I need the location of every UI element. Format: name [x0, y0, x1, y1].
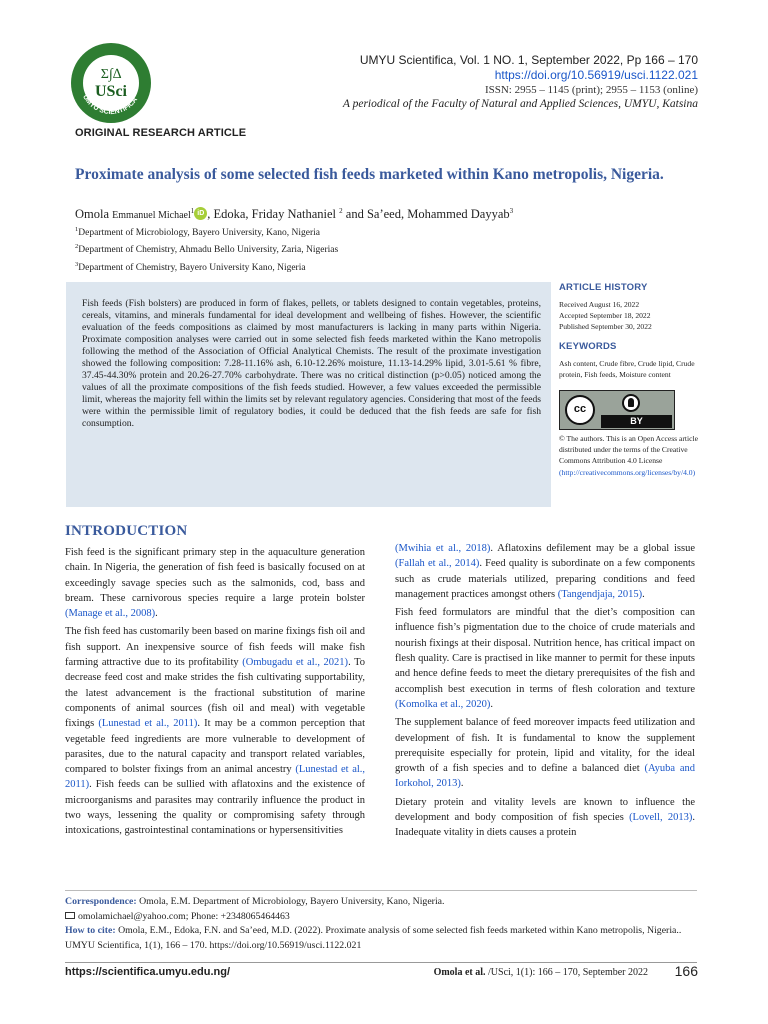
- author-2: , Edoka, Friday Nathaniel: [207, 207, 337, 222]
- how-to-cite-text: Omola, E.M., Edoka, F.N. and Sa’eed, M.D. (2022). Proximate analysis of some selected fish feeds marketed within Kano metropolis, Nigeria.. UMYU Scientifica, 1(1), 166 – 170. https://doi.org/10.56919/usci.1122.021: [65, 925, 682, 951]
- author-2-sup: 2: [339, 207, 343, 215]
- citation-link[interactable]: (Ombugadu et al., 2021): [242, 657, 349, 669]
- affiliation-3-text: Department of Chemistry, Bayero University Kano, Nigeria: [78, 262, 306, 273]
- license-text: [559, 433, 699, 478]
- author-1-surname: Omola: [75, 207, 110, 222]
- keywords-heading: KEYWORDS: [559, 340, 617, 352]
- right-column: [395, 541, 695, 844]
- paragraph-text: Fish feed formulators are mindful that the diet’s composition can influence fish’s pigmentation due to the choice of crude materials and nourish fixings at their disposal. Nutrition hence, has critical impact on flesh quality. Care is practised in like manner to permit for these inputs and hence define feeds to meet the dietary prerequisites of the fish and accomplish best execution in terms of flesh coloration and texture: [395, 607, 695, 695]
- journal-header: [258, 52, 698, 111]
- journal-url[interactable]: https://scientifica.umyu.edu.ng/: [65, 966, 231, 978]
- correspondence-text: Omola, E.M. Department of Microbiology, Bayero University, Kano, Nigeria.: [139, 896, 445, 907]
- citation-link[interactable]: (Mwihia et al., 2018): [395, 543, 491, 554]
- license-statement: © The authors. This is an Open Access article distributed under the terms of the Creative Commons Attribution 4.0 License: [559, 434, 698, 466]
- citation-link[interactable]: (Fallah et al., 2014): [395, 558, 480, 570]
- by-label: BY: [601, 415, 672, 428]
- citation-link[interactable]: (Lovell, 2013): [629, 812, 693, 824]
- how-to-cite-line: [65, 924, 705, 953]
- affiliation-2-text: Department of Chemistry, Ahmadu Bello University, Zaria, Nigerias: [78, 245, 339, 256]
- published-date: Published September 30, 2022: [559, 322, 652, 332]
- how-to-cite-label: How to cite:: [65, 925, 116, 936]
- author-1-sup: 1: [190, 207, 195, 215]
- contact-line: [65, 910, 705, 925]
- intro-paragraph-6: [395, 795, 695, 841]
- journal-volume-line: UMYU Scientifica, Vol. 1 NO. 1, September 2022, Pp 166 – 170: [359, 53, 698, 67]
- paragraph-text: . Inadequate vitality in diets causes a protein: [395, 812, 695, 839]
- article-title: Proximate analysis of some selected fish feeds marketed within Kano metropolis, Nigeria.: [75, 166, 664, 183]
- paragraph-text: .: [642, 588, 645, 600]
- page-number: 166: [674, 963, 698, 979]
- citation-link[interactable]: (Lunestad et al., 2011): [65, 764, 366, 791]
- correspondence-line: [65, 895, 705, 910]
- author-list: [75, 207, 513, 222]
- cc-by-badge[interactable]: [559, 390, 675, 430]
- journal-logo: [70, 42, 152, 124]
- issn-line: ISSN: 2955 – 1145 (print); 2955 – 1153 (online): [484, 84, 698, 96]
- paragraph-text: Dietary protein and vitality levels are known to influence the development and body composition of fish species: [395, 796, 695, 824]
- paragraph-text: .: [460, 778, 464, 790]
- affiliation-1: [75, 223, 338, 240]
- citation-link[interactable]: (Ayuba and Iorkohol, 2013): [395, 763, 696, 790]
- affiliation-1-text: Department of Microbiology, Bayero University, Kano, Nigeria: [78, 228, 320, 239]
- affiliation-3-sup: 3: [75, 260, 79, 268]
- attribution-person-icon: [622, 394, 640, 412]
- keywords-text: Ash content, Crude fibre, Crude lipid, Crude protein, Fish feeds, Moisture content: [559, 358, 695, 379]
- abstract-text: Fish feeds (Fish bolsters) are produced in form of flakes, pellets, or tablets designed to contain vegetables, proteins, cereals, vitamins, and minerals fundamental for ideal development and wellbeing of fishes. However, the scientific evaluation of the feeds compositions as claimed by most manufacturers is lacking in many parts within Nigeria. Proximate composition analyses were carried out in some selected fish feeds marketed within the Kano metropolis following the method of the Association of Official Analytical Chemists. The result of the proximate investigation showed the following composition: 7.28-11.16% ash, 6.10-12.26% moisture, 11.13-14.29% lipid, 3.01-5.61 % fibre, 37.45-44.30% protein and 20.26-27.70% carbohydrate. There was no critical distinction (p>0.05) noticed among the values of all the proximate compositions of the fish feeds studied. However, a few values exceeded the permissible limit, whereas the majority fell within the limits set by relevant regulatory agencies. Considering that most of the feeds were within the permissible limit of regulatory bodies, it could be deduced that the fish feeds are safe for fish consumption.: [82, 298, 541, 429]
- introduction-heading: INTRODUCTION: [65, 523, 188, 539]
- paragraph-text: The supplement balance of feed moreover impacts feed utilization and development of fish. It is fundamental to know the supplement prerequisite especially for protein, lipid and vitality, for the ideal growth of a fish species and to define a balanced diet: [395, 717, 695, 775]
- usci-logo-graphic: [70, 42, 152, 124]
- intro-paragraph-3: [395, 541, 695, 602]
- paragraph-text: . Fish feeds can be sullied with aflatoxins and the existence of microorganisms and parasites may contrarily influence the product in two ways, lessening the quality or compromising safety through intoxications, gastrointestinal contaminations or hypersensitivities: [65, 779, 365, 837]
- citation-link[interactable]: (Manage et al., 2008): [65, 608, 156, 620]
- paragraph-text: . Aflatoxins defilement may be a global issue: [490, 543, 696, 554]
- article-type: ORIGINAL RESEARCH ARTICLE: [75, 127, 247, 139]
- paragraph-text: The fish feed has customarily been based on marine fixings fish oil and fish support. An inexpensive source of fish feeds will make fish farming attractive due to its profitability: [65, 626, 365, 669]
- paragraph-text: Fish feed is the significant primary step in the aquaculture generation chain. In Nigeria, the generation of fish feed is basically focused on at exceedingly savage species such as the salmonids, cod, bass and bream. These carnivorous species require a large protein bolster: [65, 547, 365, 604]
- citation-link[interactable]: (Lunestad et al., 2011): [98, 718, 198, 730]
- logo-symbols: Σ∫∆: [100, 67, 122, 82]
- logo-ring-text: UMYU SCIENTIFICA: [81, 93, 140, 117]
- affiliation-1-sup: 1: [75, 226, 79, 233]
- logo-name: USci: [95, 83, 127, 100]
- correspondence-label: Correspondence:: [65, 896, 137, 907]
- intro-paragraph-4: [395, 605, 695, 712]
- intro-paragraph-2: [65, 624, 365, 838]
- author-3: and Sa’eed, Mohammed Dayyab: [345, 207, 510, 222]
- paragraph-text: . To decrease feed cost and make strides the fish cultivating supportability, the latest advancement is the fractional substitution of marine components of animal sources (fish oil and meal) with vegetable fixings: [65, 657, 366, 730]
- paragraph-text: .: [490, 698, 493, 710]
- license-link[interactable]: (http://creativecommons.org/licenses/by/4.0): [559, 467, 696, 477]
- doi-link[interactable]: https://doi.org/10.56919/usci.1122.021: [494, 68, 698, 82]
- envelope-icon: [65, 912, 75, 919]
- page-footer-divider: [65, 962, 697, 963]
- received-date: Received August 16, 2022: [559, 300, 640, 309]
- affiliation-2-sup: 2: [75, 243, 79, 251]
- affiliation-3: [75, 258, 338, 275]
- contact-text[interactable]: omolamichael@yahoo.com; Phone: +2348065464463: [78, 910, 290, 922]
- left-column: [65, 545, 365, 842]
- cc-icon: cc: [565, 395, 595, 425]
- paragraph-text: .: [155, 608, 158, 620]
- correspondence-block: [65, 895, 705, 953]
- citation-link[interactable]: (Tangendjaja, 2015): [557, 588, 643, 600]
- journal-description: A periodical of the Faculty of Natural and Applied Sciences, UMYU, Katsina: [342, 98, 698, 110]
- citation-link[interactable]: (Komolka et al., 2020): [395, 698, 491, 710]
- affiliation-2: [75, 240, 338, 257]
- orcid-icon[interactable]: iD: [194, 207, 207, 220]
- running-citation-author: Omola et al.: [433, 967, 486, 978]
- accepted-date: Accepted September 18, 2022: [559, 311, 651, 321]
- paragraph-text: . Feed quality is subordinate on a few components such as crude materials utilized, preparing conditions and feed management practices amongst others: [395, 558, 695, 600]
- affiliations: [75, 223, 338, 275]
- article-sidebar: [559, 282, 699, 478]
- footer-divider: [65, 890, 697, 891]
- author-1-given: Emmanuel Michael: [112, 210, 191, 222]
- intro-paragraph-5: [395, 715, 695, 791]
- intro-paragraph-1: [65, 545, 365, 621]
- running-citation-rest: /USci, 1(1): 166 – 170, September 2022: [488, 967, 648, 978]
- running-citation: [434, 967, 648, 978]
- author-3-sup: 3: [509, 207, 514, 215]
- article-history-heading: ARTICLE HISTORY: [559, 282, 648, 293]
- paragraph-text: . It may be a common perception that vegetable feed ingredients are more vulnerable to development of parasites, due to the natural capacity and transport related variables, compared to bolster fixings from an animal ancestry: [65, 718, 365, 776]
